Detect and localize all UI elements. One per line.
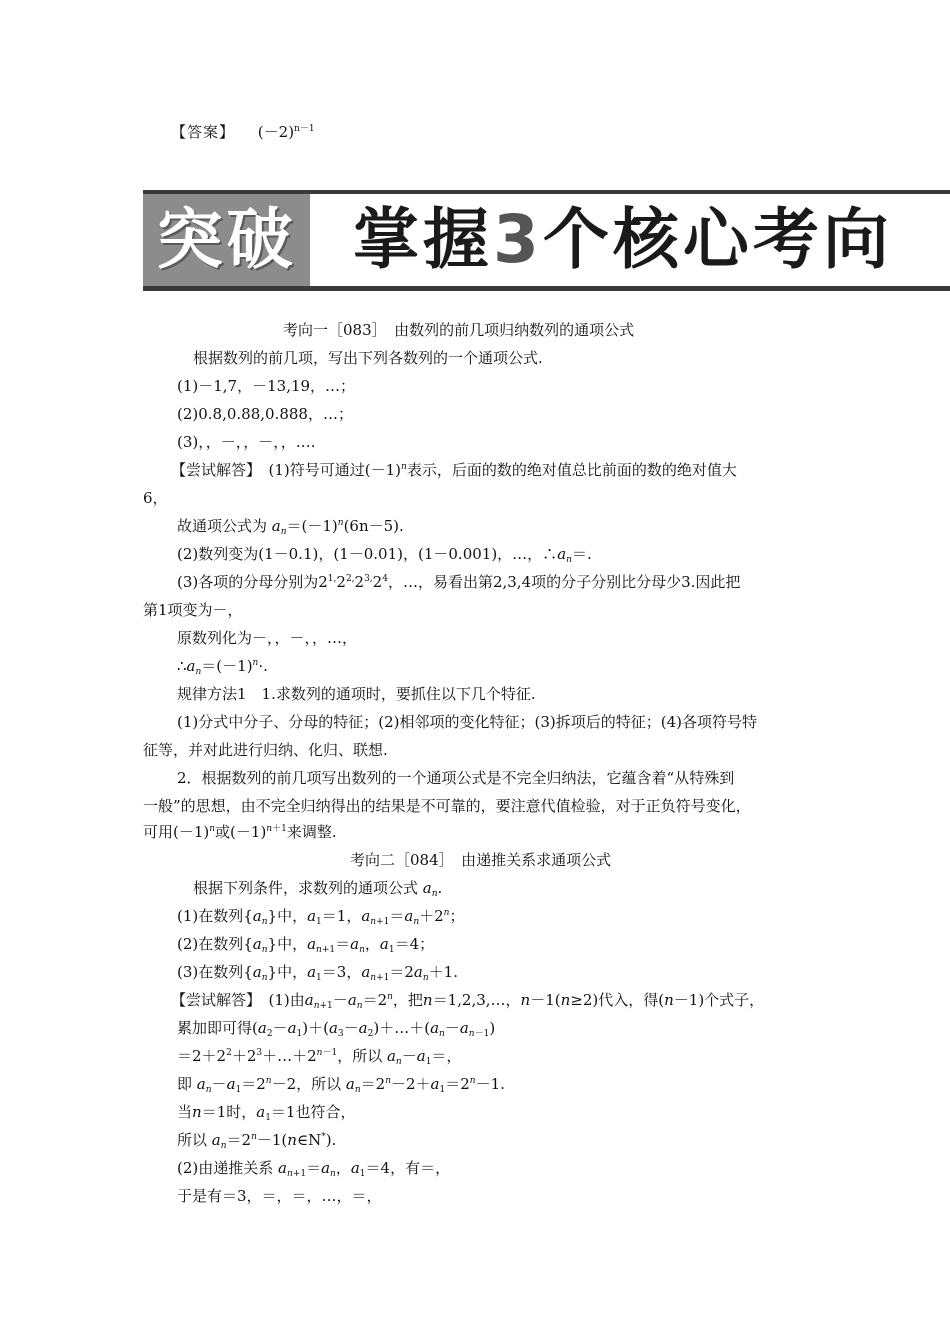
s2-try-line: 【尝试解答】 (1)由$a_{n+1}-a_n=2^n$，把n＝1,2,3,…，n－1(n≥2)代入，得(n－1)个式子，	[171, 991, 765, 1011]
s1-q2: (2)0.8,0.88,0.888，…；	[177, 405, 353, 423]
answer-line	[171, 122, 315, 142]
s2-title: 考向二［084］ 由递推关系求通项公式	[350, 851, 612, 869]
banner-bottom-rule	[143, 286, 950, 291]
s1-rule-title: 规律方法1 1.求数列的通项时，要抓住以下几个特征.	[177, 685, 536, 703]
banner-box	[143, 194, 310, 286]
s1-intro: 根据数列的前几项，写出下列各数列的一个通项公式.	[193, 349, 543, 367]
s1-q3: (3)，，－，，－，，….	[177, 433, 316, 451]
s1-rule-1a: (1)分式中分子、分母的特征；(2)相邻项的变化特征；(3)拆项后的特征；(4)各项符号特	[177, 713, 757, 731]
s2-q1: (1)在数列$\{a_n\}$中，$a_1=1$，$a_{n+1}=a_n+2^n$；	[177, 907, 465, 927]
s1-a2: (2)数列变为(1－0.1)，(1－0.01)，(1－0.001)，…，$\therefore a_n=$.	[177, 545, 592, 565]
s1-try-line: 【尝试解答】 (1)符号可通过$(-1)^n$表示，后面的数的绝对值总比前面的数的绝对值大	[171, 461, 737, 479]
s2-b6: 所以 $a_n=2^n-1(n\in N^*)$.	[177, 1131, 337, 1151]
s1-title: 考向一［083］ 由数列的前几项归纳数列的通项公式	[283, 321, 635, 339]
s1-a3d: $\therefore a_n=(-1)^n\cdot$.	[177, 657, 268, 677]
s1-a3c: 原数列化为－，，－，，…，	[177, 629, 358, 647]
s2-intro: 根据下列条件，求数列的通项公式 $a_n$.	[193, 879, 443, 899]
s1-rule-1b: 征等，并对此进行归纳、化归、联想.	[143, 741, 388, 759]
section-banner	[143, 190, 950, 293]
s1-rule-2b: 一般”的思想，由不完全归纳得出的结果是不可靠的，要注意代值检验，对于正负符号变化，	[143, 797, 751, 815]
s2-q3: (3)在数列$\{a_n\}$中，$a_1=3$，$a_{n+1}=2a_n+1$.	[177, 963, 458, 983]
s1-q1: (1)－1,7，－13,19，…；	[177, 377, 356, 395]
s2-b7: (2)由递推关系 $a_{n+1}=a_n$，$a_1=4$，有＝，	[177, 1159, 451, 1179]
s2-q2: (2)在数列$\{a_n\}$中，$a_{n+1}=a_n$，$a_1=4$；	[177, 935, 435, 955]
s2-b8: 于是有＝3，＝，＝，…，＝，	[177, 1187, 382, 1205]
s2-try-label: 【尝试解答】	[171, 991, 254, 1009]
s1-try-label: 【尝试解答】	[171, 461, 254, 479]
s2-b2: 累加即可得$(a_2-a_1)+(a_3-a_2)+\dots+(a_n-a_{n-1})$	[177, 1019, 496, 1039]
s1-a3a: (3)各项的分母分别为$2^{1,}2^{2,}2^{3,}2^4$，…，易看出第2,3,4项的分子分别比分母少3.因此把	[177, 573, 741, 591]
s2-b4: 即 $a_n-a_1=2^n-2$，所以 $a_n=2^n-2+a_1=2^n-1$.	[177, 1075, 505, 1095]
answer-label: 【答案】	[171, 123, 236, 141]
s1-rule-2c: 可用$(-1)^n$或$(-1)^{n+1}$来调整.	[143, 823, 337, 841]
banner-box-text: 突破	[156, 201, 297, 278]
s2-b5: 当n＝1时，$a_1=1$也符合，	[177, 1103, 356, 1123]
banner-headline: 掌握3个核心考向	[353, 201, 893, 278]
s1-a1d: 故通项公式为 $a_n=(-1)^n(6n-5)$.	[177, 517, 404, 537]
s1-rule-2a: 2．根据数列的前几项写出数列的一个通项公式是不完全归纳法，它蕴含着“从特殊到	[177, 769, 735, 787]
s2-b3: $=2+2^2+2^3+\dots+2^{n-1}$，所以 $a_n-a_1=$，	[177, 1047, 462, 1067]
s1-a3b: 第1项变为－，	[143, 601, 243, 619]
s1-a1c: 6，	[143, 489, 168, 507]
answer-value: $(-2)^{n-1}$	[257, 123, 315, 141]
